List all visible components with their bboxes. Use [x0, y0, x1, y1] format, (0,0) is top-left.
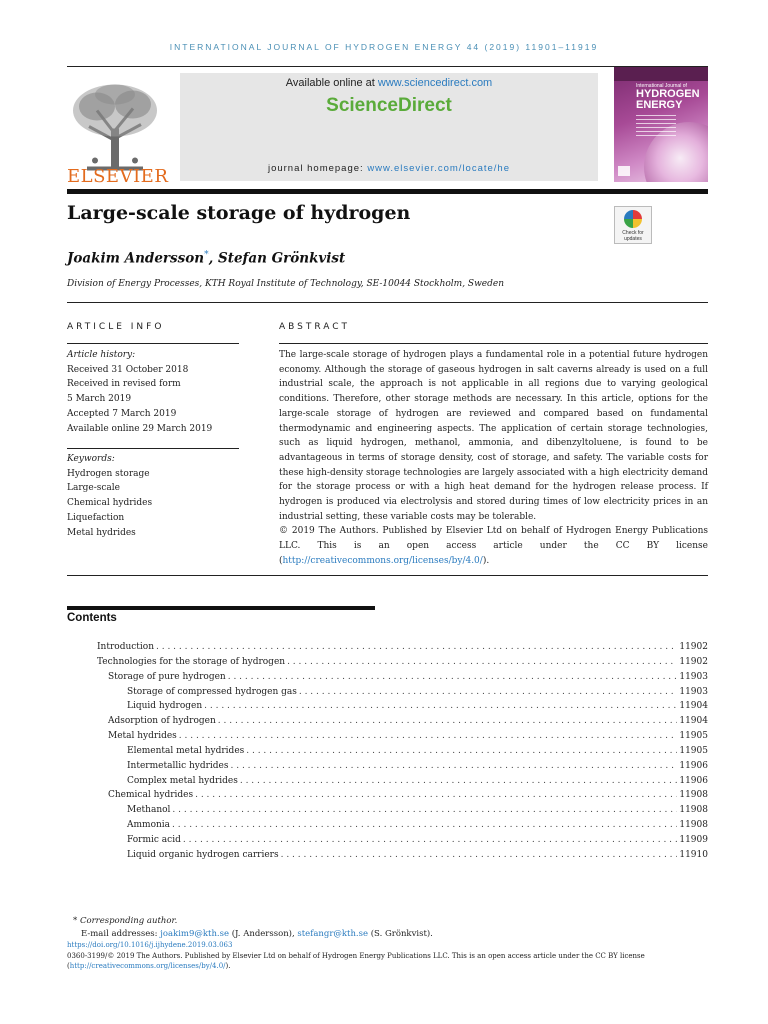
author-separator: , — [208, 250, 218, 267]
toc-leader-dots — [231, 761, 678, 771]
crossmark-icon — [624, 210, 642, 228]
toc-leader-dots — [246, 746, 677, 756]
cover-title-line2: ENERGY — [636, 99, 683, 111]
footnotes — [67, 915, 708, 972]
header-rule — [67, 66, 708, 67]
author-name[interactable]: Joakim Andersson — [67, 250, 205, 267]
keywords-label: Keywords: — [67, 454, 115, 464]
email-owner: (J. Andersson), — [231, 928, 295, 939]
doi-line — [67, 940, 708, 951]
toc-entry-title: Metal hydrides — [108, 731, 177, 742]
toc-entry-page: 11909 — [679, 834, 708, 845]
toc-leader-dots — [228, 672, 678, 682]
toc-leader-dots — [299, 687, 678, 697]
abstract-copyright — [279, 524, 708, 568]
cover-band — [614, 67, 708, 81]
corresponding-author-note — [67, 915, 708, 928]
keyword: Liquefaction — [67, 512, 125, 523]
toc-entry[interactable] — [97, 642, 708, 657]
divider — [67, 448, 239, 449]
email-link[interactable]: joakim9@kth.se — [160, 928, 230, 939]
check-updates-label — [615, 230, 651, 242]
abstract-body — [279, 348, 708, 569]
article-info-heading: ARTICLE INFO — [67, 322, 165, 332]
abstract-text: The large-scale storage of hydrogen plays a fundamental role in a potential future hydrogen economy. Although the storage of gaseous hydrogen in salt caverns already is used on a full industrial scale, the approach is not applicable in all regions due to varying geological conditions. Therefore, other storage methods are necessary. In this article, options for the large-scale storage of hydrogen are reviewed and compared based on fundamental thermodynamic and engineering aspects. The application of certain storage technologies, such as liquid hydrogen, methanol, ammonia, and dibenzyltoluene, is found to be advantageous in terms of storage density, cost of storage, and safety. The variable costs for these high-density storage technologies are largely associated with a high electricity demand for the storage process or with a high heat demand for the hydrogen release process. If hydrogen is produced via electrolysis and stored during times of low electricity prices in an industrial setting, these variable costs may be tolerable. — [279, 350, 708, 522]
toc-entry[interactable] — [97, 761, 708, 776]
keyword: Large-scale — [67, 483, 121, 494]
sciencedirect-brand[interactable]: ScienceDirect — [326, 95, 452, 116]
divider — [67, 302, 708, 303]
toc-entry-title: Elemental metal hydrides — [127, 745, 245, 756]
corresponding-author-mark[interactable]: * — [204, 250, 209, 260]
elsevier-logo[interactable]: ELSEVIER — [67, 166, 169, 187]
sciencedirect-banner — [180, 73, 598, 181]
toc-entry[interactable] — [97, 790, 708, 805]
toc-leader-dots — [281, 850, 678, 860]
email-owner: (S. Grönkvist). — [370, 928, 433, 939]
toc-entry[interactable] — [97, 850, 708, 865]
check-updates-line2: updates — [624, 236, 642, 242]
toc-entry-page: 11903 — [679, 671, 708, 682]
issn-text: 0360-3199/© 2019 The Authors. Published by Elsevier Ltd on behalf of Hydrogen Energy Publications LLC. This is an open access article under the CC BY license — [67, 951, 645, 960]
copyright-text: © 2019 The Authors. Published by Elsevier Ltd on behalf of Hydrogen Energy Publications LLC. This is an open access article under the CC BY license ( — [279, 526, 708, 566]
toc-leader-dots — [172, 805, 677, 815]
history-label: Article history: — [67, 350, 136, 360]
toc-entry-title: Complex metal hydrides — [127, 775, 238, 786]
contents-title: Contents — [67, 612, 117, 624]
toc-leader-dots — [287, 657, 677, 667]
abstract-heading: ABSTRACT — [279, 322, 351, 332]
toc-entry-page: 11905 — [679, 731, 708, 742]
toc-entry[interactable] — [97, 657, 708, 672]
toc-entry-page: 11906 — [679, 760, 708, 771]
toc-leader-dots — [218, 716, 678, 726]
toc-entry-title: Adsorption of hydrogen — [108, 716, 216, 727]
toc-entry-title: Technologies for the storage of hydrogen — [97, 656, 286, 667]
toc-leader-dots — [240, 776, 678, 786]
history-item: Received in revised form — [67, 379, 181, 390]
running-head: INTERNATIONAL JOURNAL OF HYDROGEN ENERGY 44 (2019) 11901–11919 — [169, 42, 599, 52]
toc-entry[interactable] — [97, 776, 708, 791]
author-name[interactable]: Stefan Grönkvist — [217, 250, 346, 267]
toc-entry-title: Introduction — [97, 642, 154, 652]
journal-cover[interactable] — [614, 67, 708, 182]
header-rule-thick — [67, 189, 708, 194]
toc-leader-dots — [195, 790, 677, 800]
issn-line — [67, 951, 708, 962]
cover-badge — [618, 166, 630, 176]
history-item: 5 March 2019 — [67, 394, 132, 405]
toc-entry-page: 11908 — [679, 820, 708, 831]
toc-entry-title: Formic acid — [127, 834, 181, 845]
license-line: (http://creativecommons.org/licenses/by/4.0/). — [67, 962, 231, 970]
toc-entry-title: Chemical hydrides — [108, 790, 194, 801]
cover-text-lines — [636, 115, 676, 139]
keyword: Chemical hydrides — [67, 498, 153, 509]
toc-entry[interactable] — [97, 805, 708, 820]
keyword: Hydrogen storage — [67, 468, 150, 479]
toc-entry-title: Liquid hydrogen — [127, 701, 203, 712]
journal-homepage — [180, 163, 598, 174]
toc-entry-title: Methanol — [127, 805, 171, 816]
toc-entry-title: Liquid organic hydrogen carriers — [127, 849, 279, 860]
toc-entry-title: Ammonia — [127, 820, 171, 831]
author-list — [67, 250, 345, 267]
history-item: Available online 29 March 2019 — [67, 423, 213, 434]
email-link[interactable]: stefangr@kth.se — [297, 928, 369, 939]
toc-entry[interactable] — [97, 687, 708, 702]
toc-entry[interactable] — [97, 672, 708, 687]
article-title: Large-scale storage of hydrogen — [67, 202, 411, 224]
toc-entry[interactable] — [97, 731, 708, 746]
toc-entry-page: 11904 — [679, 701, 708, 712]
toc-entry[interactable] — [97, 746, 708, 761]
toc-entry-title: Storage of pure hydrogen — [108, 671, 226, 682]
toc-entry[interactable] — [97, 835, 708, 850]
article-history — [67, 348, 239, 436]
divider — [67, 575, 708, 576]
license-end: ). — [225, 962, 231, 970]
affiliation: Division of Energy Processes, KTH Royal Institute of Technology, SE-10044 Stockholm, Sweden — [67, 279, 505, 289]
table-of-contents — [97, 642, 708, 865]
homepage-link[interactable]: www.elsevier.com/locate/he — [367, 163, 511, 174]
history-item: Received 31 October 2018 — [67, 364, 189, 375]
doi-link[interactable]: https://doi.org/10.1016/j.ijhydene.2019.03.063 — [67, 941, 233, 949]
license-link[interactable]: http://creativecommons.org/licenses/by/4.0/ — [69, 962, 226, 970]
toc-leader-dots — [172, 820, 677, 830]
history-item: Accepted 7 March 2019 — [67, 408, 177, 419]
keywords — [67, 452, 239, 540]
toc-entry-page: 11902 — [679, 656, 708, 667]
toc-leader-dots — [156, 642, 677, 652]
keyword: Metal hydrides — [67, 527, 136, 538]
toc-leader-dots — [183, 835, 678, 845]
toc-entry-page: 11904 — [679, 716, 708, 727]
toc-entry[interactable] — [97, 716, 708, 731]
available-online — [180, 77, 598, 89]
toc-entry-page: 11902 — [679, 642, 708, 652]
check-updates-line1: Check for — [622, 230, 644, 236]
license-link[interactable]: http://creativecommons.org/licenses/by/4.0/ — [282, 555, 483, 566]
sciencedirect-link[interactable]: www.sciencedirect.com — [377, 77, 493, 89]
toc-leader-dots — [179, 731, 678, 741]
toc-entry-title: Storage of compressed hydrogen gas — [127, 686, 297, 697]
check-for-updates-button[interactable] — [614, 206, 652, 244]
toc-entry-page: 11903 — [679, 686, 708, 697]
toc-entry[interactable] — [97, 701, 708, 716]
toc-entry-page: 11910 — [679, 849, 708, 860]
cover-journal-label: International Journal of — [636, 83, 687, 89]
toc-entry-page: 11908 — [679, 790, 708, 801]
available-label: Available online at — [285, 77, 375, 89]
copyright-end: ). — [482, 555, 490, 566]
email-label: E-mail addresses: — [81, 928, 158, 939]
contents-rule — [67, 606, 375, 610]
homepage-label: journal homepage: — [267, 163, 364, 174]
toc-entry-page: 11905 — [679, 745, 708, 756]
toc-entry-title: Intermetallic hydrides — [127, 760, 229, 771]
footnote-mark: * — [73, 916, 78, 926]
divider — [67, 343, 239, 344]
email-addresses — [67, 928, 708, 941]
cover-title-line1: HYDROGEN — [636, 88, 700, 100]
corresponding-label: Corresponding author. — [79, 916, 178, 926]
toc-entry[interactable] — [97, 820, 708, 835]
toc-leader-dots — [204, 701, 677, 711]
divider — [279, 343, 708, 344]
toc-entry-page: 11906 — [679, 775, 708, 786]
toc-entry-page: 11908 — [679, 805, 708, 816]
